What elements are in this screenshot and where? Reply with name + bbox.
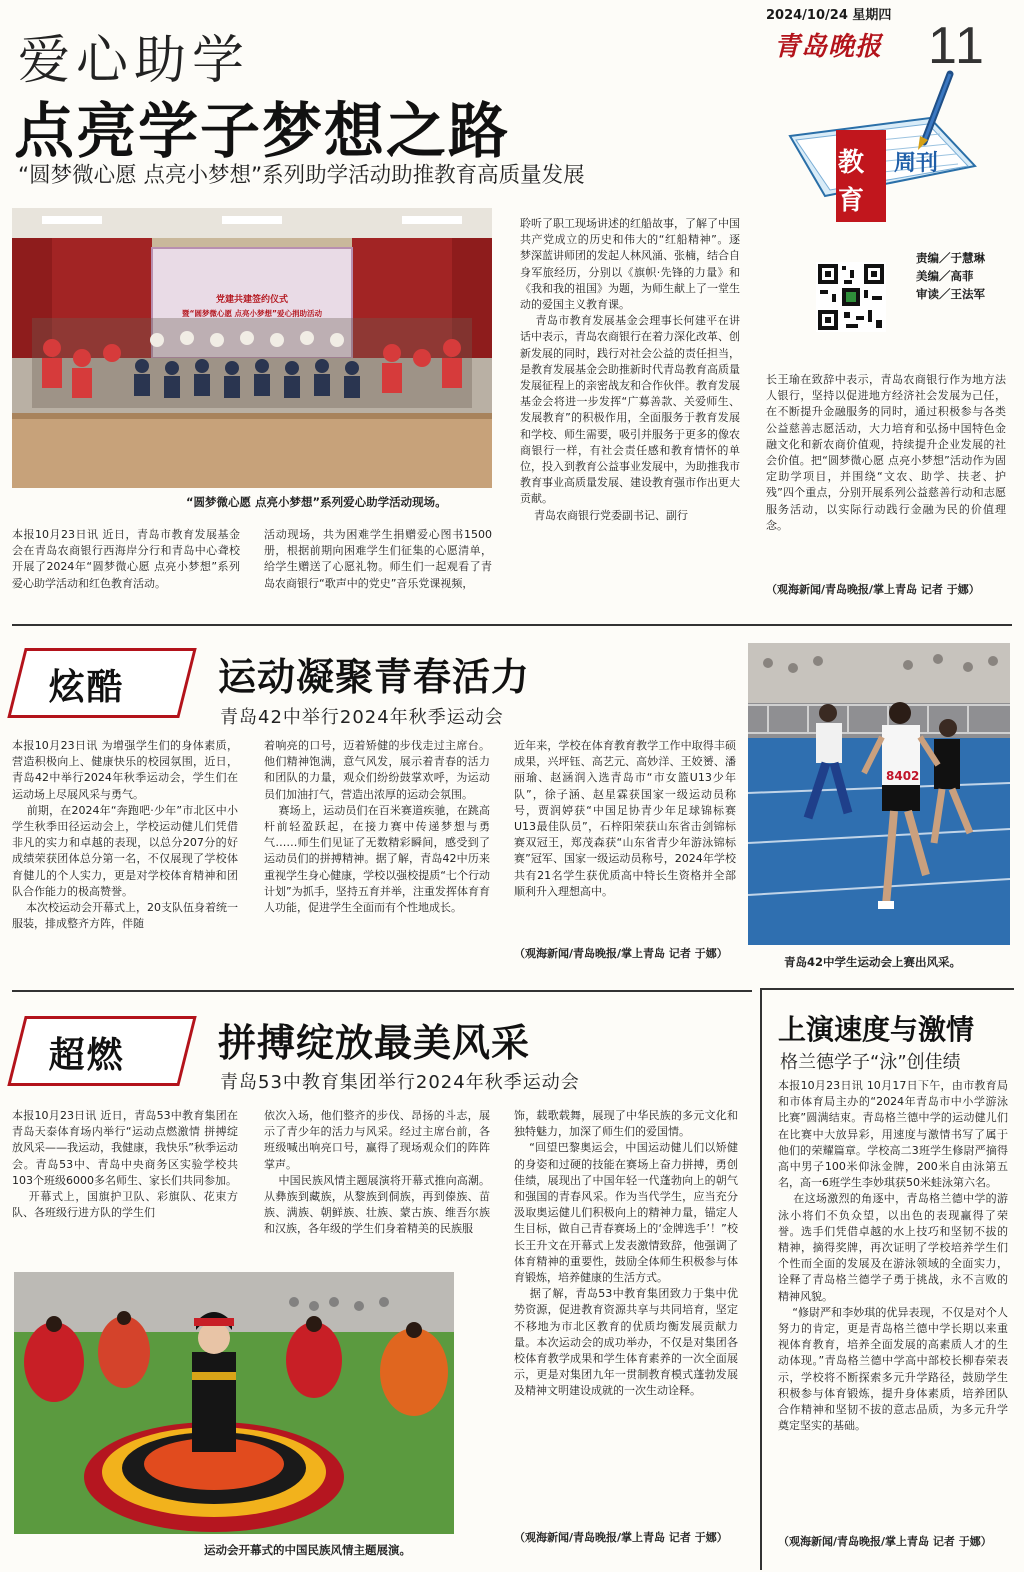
story3-tag [7, 1016, 196, 1086]
issue-date: 2024/10/24 星期四 [766, 8, 892, 23]
story2-headline: 运动凝聚青春活力 [218, 655, 531, 699]
story2-photo-caption: 青岛42中学生运动会上赛出风采。 [784, 955, 962, 969]
story3-column-2: 依次入场，他们整齐的步伐、昂扬的斗志，展示了青少年的活力与风采。经过主席台前，各班级喊出响亮口号，赢得了现场观众们的阵阵掌声。 中国民族风情主题展演将开幕式推向高潮。从彝族到藏族，从黎族到侗族，再到傣族、苗族、满族、朝鲜族、壮族、蒙古族、维吾尔族和汉族，各年级的学生们身着精美的民族服 [264, 1109, 491, 1236]
lead-column-4: 长王瑜在致辞中表示，青岛农商银行作为地方法人银行，坚持以促进地方经济社会发展为己任，在不断提升金融服务的同时，通过积极参与各类公益慈善志愿活动，大力培育和弘扬中国特色金融文化和新农商价值观，持续提升企业发展的社会价值。把“圆梦微心愿 点亮小梦想”活动作为固定助学项目，并围绕“文农、助学、扶老、护残”四个重点，分别开展系列公益慈善行动和志愿服务活动，以实际行动践行金融为民的价值理念。 [766, 373, 1006, 532]
story4-subhead: 格兰德学子“泳”创佳绩 [780, 1052, 961, 1073]
paper-name-logo: 青岛晚报 [774, 32, 883, 62]
lead-column-2: 活动现场，共为困难学生捐赠爱心图书1500册，根据前期向困难学生们征集的心愿清单，给学生赠送了心愿礼物。师生们一起观看了青岛农商银行“歌声中的党史”音乐党课视频， [264, 528, 492, 590]
banner-line-2: 暨“圆梦微心愿 点亮小梦想”爱心捐助活动 [182, 309, 322, 318]
page-number: 11 [928, 17, 986, 75]
lead-column-1: 本报10月23日讯 近日，青岛市教育发展基金会在青岛农商银行西海岸分行和青岛中心聋校开展了2024年“圆梦微心愿 点亮小梦想”系列爱心助学活动和红色教育活动。 [12, 528, 240, 590]
lead-photo [12, 208, 492, 488]
lead-kicker: 爱心助学 [18, 31, 251, 91]
story3-photo [14, 1272, 454, 1534]
proofreader-credit: 审读／王法军 [916, 287, 985, 301]
lead-subhead: “圆梦微心愿 点亮小梦想”系列助学活动助推教育高质量发展 [18, 163, 585, 188]
story3-photo-caption: 运动会开幕式的中国民族风情主题展演。 [204, 1543, 411, 1557]
runner-bib: 8402 [886, 769, 920, 783]
story2-column-3: 近年来，学校在体育教育教学工作中取得丰硕成果，兴坪钰、高艺元、高妙洋、王姣赟、潘丽瑜、赵涵润入选青岛市“市女篮U13少年队”，徐子涵、赵星霖获国家一级运动员称号，贾润婷获“中国足协青少年足球锦标赛U13最佳队员”，石梓阳荣获山东省击剑锦标赛双冠王，郑茂森获“山东省青少年游泳锦标赛”冠军、国家一级运动员称号，2024年学校共有21名学生获优质高中特长生资格并全部顺利升入理想高中。 [514, 739, 736, 898]
banner-line-1: 党建共建签约仪式 [215, 295, 288, 305]
story4-body: 本报10月23日讯 10月17日下午，由市教育局和市体育局主办的“2024年青岛市中小学游泳比赛”圆满结束。青岛格兰德中学的运动健儿们在比赛中大放异彩，用速度与激情书写了属于他们的荣耀篇章。学校高二3班学生修尉严摘得高中男子100米仰泳金牌，200米自由泳第五名，高一6班学生李妙琪获50米蛙泳第六名。 在这场激烈的角逐中，青岛格兰德中学的游泳小将们不负众望，以出色的表现赢得了荣誉。选手们凭借卓越的水上技巧和坚韧不拔的精神，摘得奖牌，再次证明了学校培养学生们个性而全面的发展及在游泳领域的全面实力，诠释了青岛格兰德学子勇于挑战，永不言败的精神风貌。 “修尉严和李妙琪的优异表现，不仅是对个人努力的肯定，更是青岛格兰德中学长期以来重视体育教育，培养全面发展的高素质人才的生动体现。”青岛格兰德中学高中部校长柳春荣表示，学校将不断探索多元升学路径，鼓励学生积极参与体育锻炼，提升身体素质，培养团队合作精神和坚韧不拔的意志品质，为多元升学奠定坚实的基础。 [778, 1079, 1008, 1433]
story3-tag-label: 超燃 [48, 1034, 125, 1076]
section-char-1: 教 [838, 148, 865, 178]
story3-column-1: 本报10月23日讯 近日，青岛53中教育集团在青岛天泰体育场内举行“运动点燃激情 拼搏绽放风采——我运动，我健康，我快乐”秋季运动会。青岛53中、青岛中央商务区实验学校共103个班级6000多名师生、家长们共同参加。 开幕式上，国旗护卫队、彩旗队、花束方队、各班级行进方队的学生们 [12, 1109, 238, 1220]
section-char-2: 育 [838, 186, 865, 216]
lead-byline: （观海新闻/青岛晚报/掌上青岛 记者 于娜） [766, 583, 980, 596]
editor-credit: 责编／于慧琳 [916, 251, 985, 265]
story3-headline: 拼搏绽放最美风采 [218, 1021, 531, 1065]
story2-column-2: 着响亮的口号，迈着矫健的步伐走过主席台。他们精神饱满，意气风发，展示着青春的活力和团队的力量，观众们纷纷鼓掌欢呼，为运动员们加油打气，营造出浓厚的运动会氛围。 赛场上，运动员们在百米赛道疾驰，在跳高杆前轻盈跃起，在接力赛中传递梦想与勇气……师生们见证了无数精彩瞬间，感受到了运动员们的拼搏精神。据了解，青岛42中历来重视学生身心健康，学校以强校提质“七个行动计划”为抓手，坚持五育并举，注重发挥体育育人功能，促进学生全面而有个性地成长。 [264, 739, 491, 915]
lead-column-3: 聆听了职工现场讲述的红船故事，了解了中国共产党成立的历史和伟大的“红船精神”。逐梦深蓝讲师团的发起人林风涌、张楠，结合自身军旅经历，分别以《旗帜·先锋的力量》和《我和我的祖国》为题，为师生献上了一堂生动的爱国主义教育课。 青岛市教育发展基金会理事长何建平在讲话中表示，青岛农商银行在着力深化改革、创新发展的同时，践行对社会公益的责任担当，是教育发展基金会助推新时代青岛教育高质量发展征程上的亲密战友和合作伙伴。教育发展基金会将进一步发挥“广募善款、关爱师生、发展教育”的积极作用，全面服务于教育发展和学校、师生需要，吸引并服务于更多的像农商银行一样，有社会责任感和教育情怀的单位，投入到教育公益事业发展中，为助推我市教育事业高质量发展、建设教育强市作出更大贡献。 青岛农商银行党委副书记、副行 [520, 217, 740, 522]
quill-pen-icon [910, 70, 960, 150]
section-label: 周刊 [894, 151, 939, 176]
masthead [760, 0, 1024, 301]
story4-headline: 上演速度与激情 [778, 1013, 975, 1046]
lead-photo-caption: “圆梦微心愿 点亮小梦想”系列爱心助学活动现场。 [186, 495, 447, 509]
story2-subhead: 青岛42中举行2024年秋季运动会 [220, 707, 504, 728]
story3-column-3: 饰，载歌载舞，展现了中华民族的多元文化和独特魅力，加深了师生们的爱国情。 “回望巴黎奥运会，中国运动健儿们以矫健的身姿和过硬的技能在赛场上奋力拼搏，勇创佳绩，展现出了中国年轻一代蓬勃向上的朝气和强国的青春风采。作为当代学生，应当充分汲取奥运健儿们积极向上的精神力量，锚定人生目标，做自己青春赛场上的‘金牌选手’！”校长王升文在开幕式上发表激情致辞，他强调了体育精神的重要性，鼓励全体师生积极参与体育锻炼，培养健康的生活方式。 据了解，青岛53中教育集团致力于集中优势资源，促进教育资源共享与共同培育，坚定不移地为市北区教育的优质均衡发展贡献力量。本次运动会的成功举办，不仅是对集团各校体育教学成果和学生体育素养的一次全面展示，更是对集团九年一贯制教育模式蓬勃发展及精神文明建设成就的一次生动诠释。 [514, 1109, 738, 1398]
story2-photo [748, 643, 1010, 945]
designer-credit: 美编／高菲 [916, 269, 974, 283]
story3-subhead: 青岛53中教育集团举行2024年秋季运动会 [220, 1072, 580, 1093]
qr-code-icon [816, 262, 886, 332]
story3-byline: （观海新闻/青岛晚报/掌上青岛 记者 于娜） [514, 1531, 728, 1544]
lead-headline: 点亮学子梦想之路 [14, 97, 510, 167]
section-divider-2 [12, 990, 752, 992]
story2-tag [7, 648, 196, 718]
story2-column-1: 本报10月23日讯 为增强学生们的身体素质，营造积极向上、健康快乐的校园氛围，近日，青岛42中举行2024年秋季运动会，学生们在运动场上尽展风采与勇气。 前期，在2024年“奔跑吧·少年”市北区中小学生秋季田径运动会上，学校运动健儿们凭借非凡的实力和卓越的表现，以总分207分的好成绩荣获团体总分第一名，不仅展现了学校体育健儿的个人实力，更是对学校体育精神和团队合作能力的极高赞誉。 本次校运动会开幕式上，20支队伍身着统一服装，排成整齐方阵，伴随 [12, 739, 238, 931]
story2-tag-label: 炫酷 [48, 666, 125, 708]
section-divider-1 [12, 624, 1012, 626]
story2-byline: （观海新闻/青岛晚报/掌上青岛 记者 于娜） [514, 947, 728, 960]
story4-byline: （观海新闻/青岛晚报/掌上青岛 记者 于娜） [778, 1535, 992, 1548]
